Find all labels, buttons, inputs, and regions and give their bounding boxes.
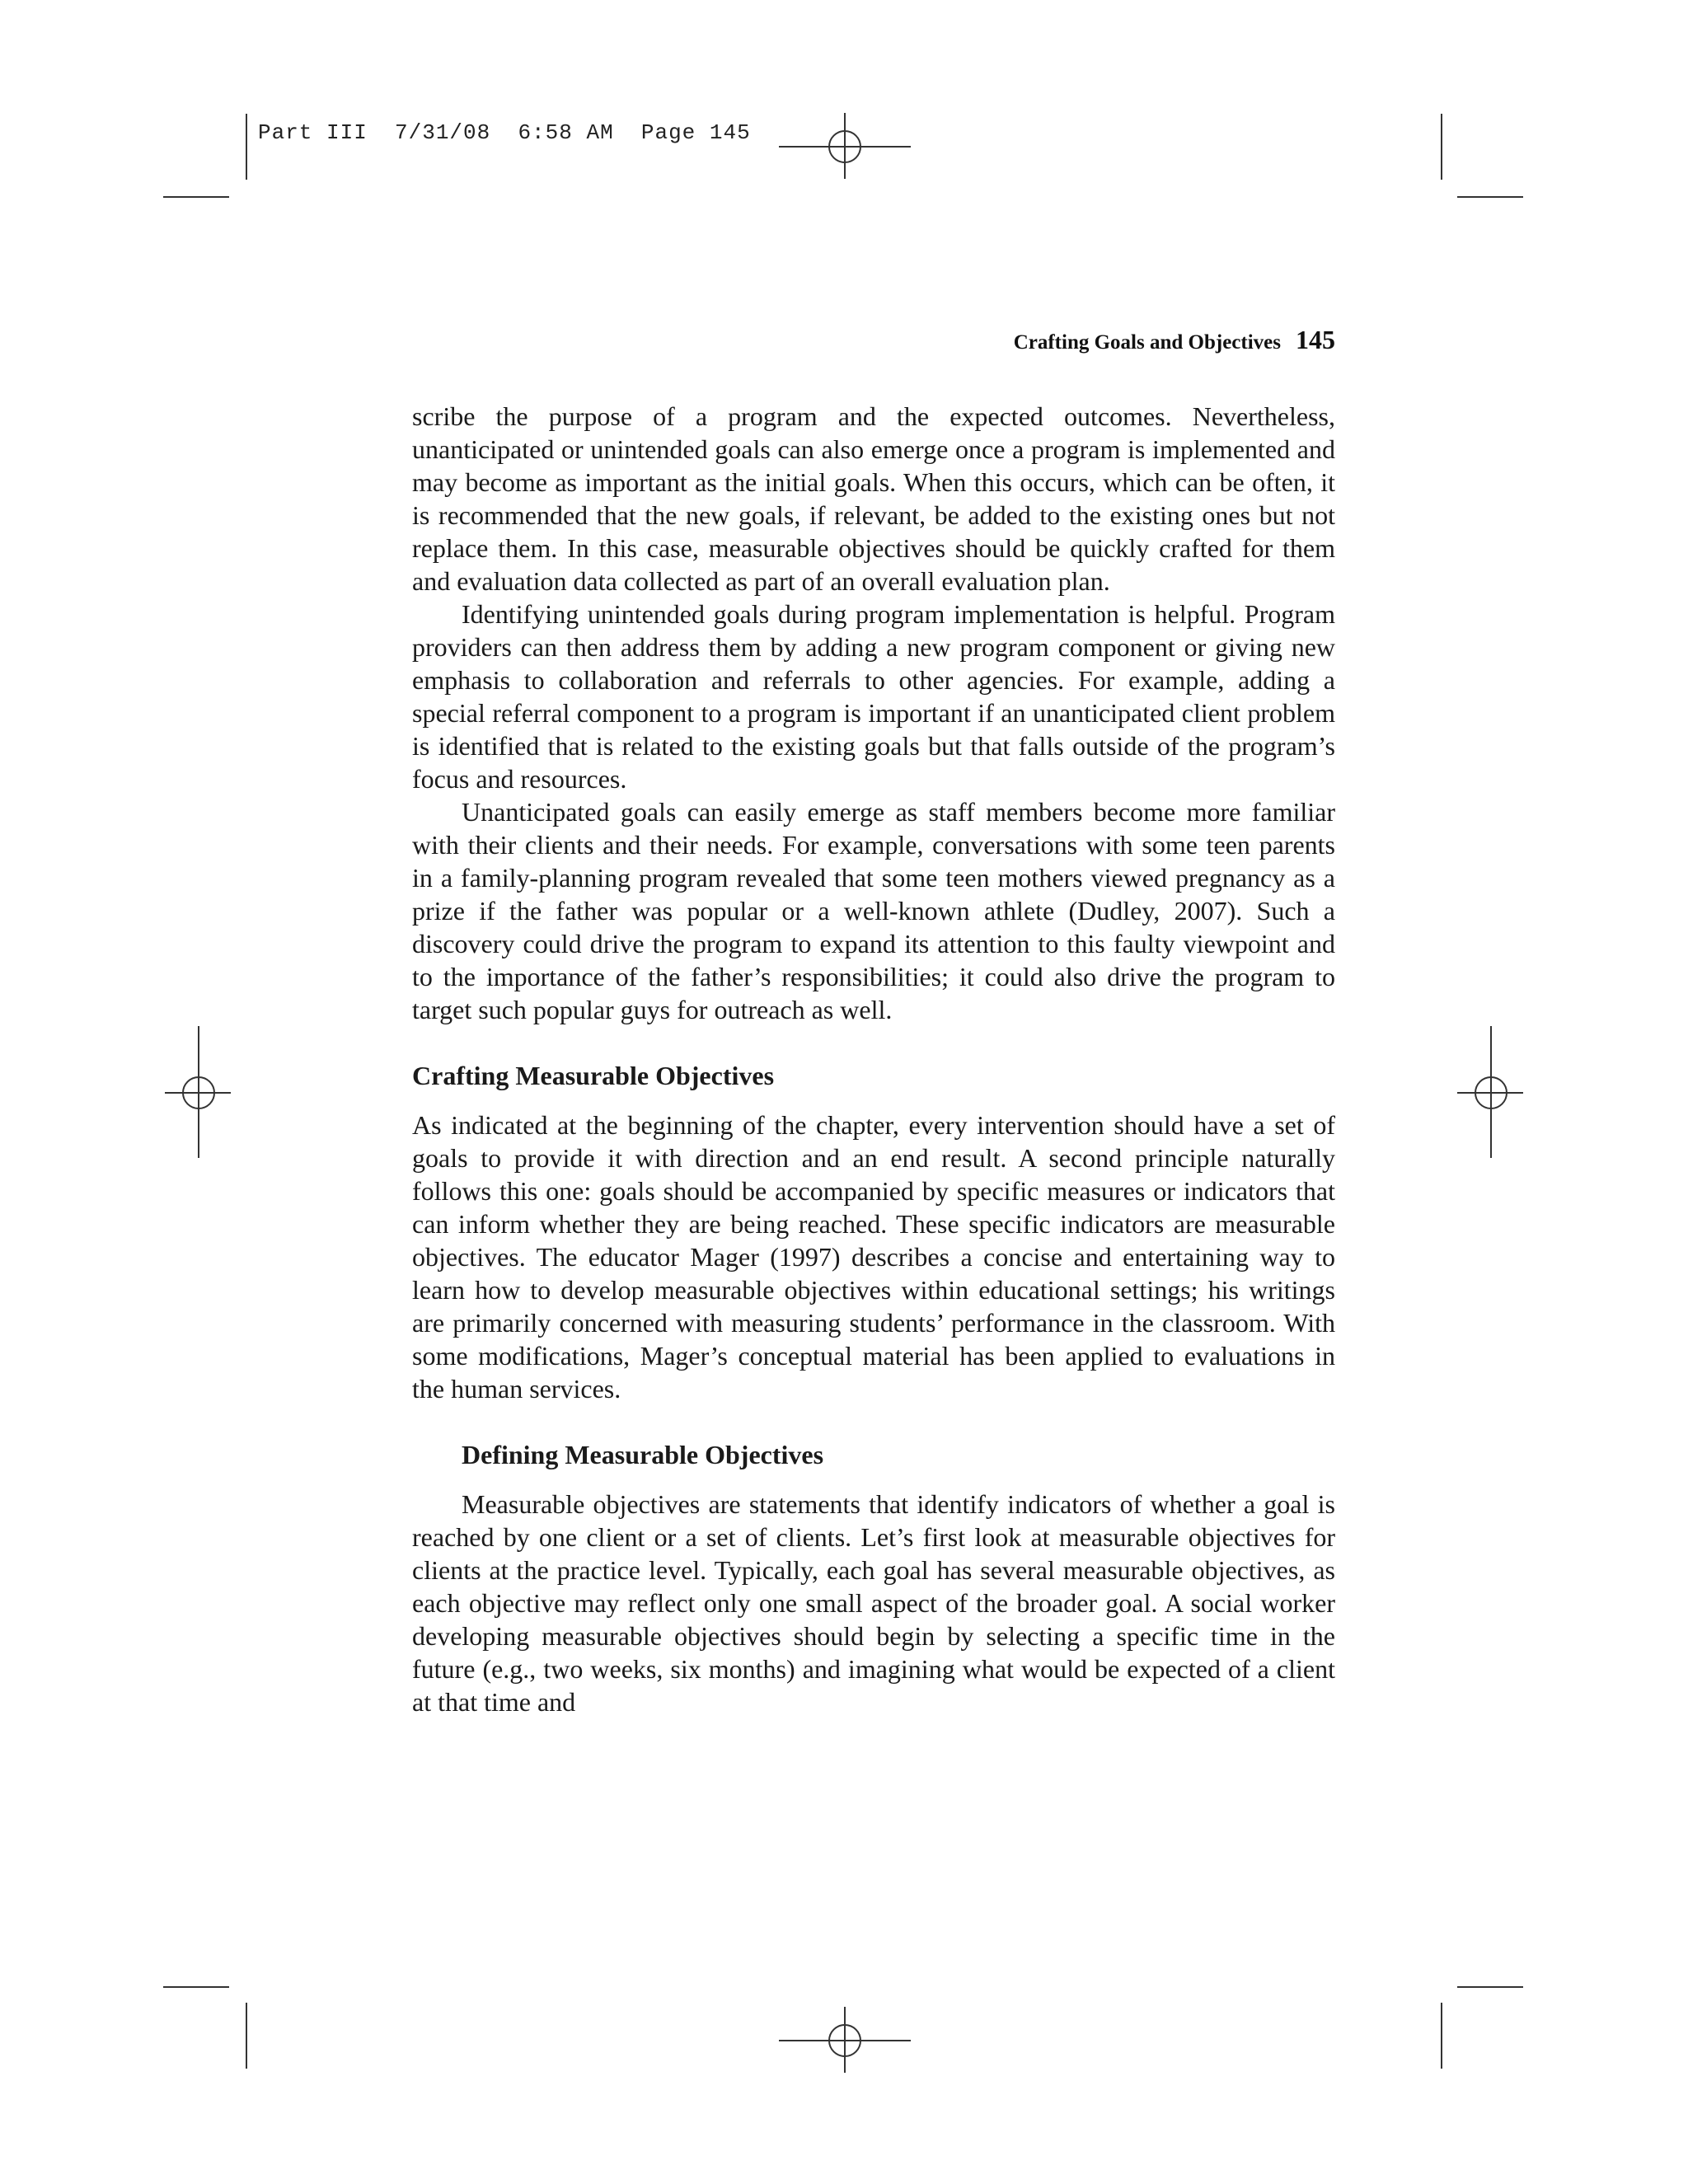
section-heading: Crafting Measurable Objectives [412,1061,775,1090]
subsection-heading: Defining Measurable Objectives [462,1440,824,1469]
body-paragraph: Measurable objectives are statements that identify indicators of whether a goal is reached by one client or a set of clients. Let’s first look at measurable objectives for clients at the practice level. Typically, each goal has several measurable objectives, as each objective may reflect only one small aspect of the broader goal. A social worker developing measurable objectives should begin by selecting a specific time in the future (e.g., two weeks, six months) and imagining what would be expected of a client at that time and [412,1489,1335,1717]
crop-mark [1457,1986,1523,1988]
registration-mark-icon [182,1076,215,1109]
body-paragraph: As indicated at the beginning of the chapter, every intervention should have a set of goals to provide it with direction and an end result. A second principle naturally follows this one: goals should be accompanied by specific measures or indicators that can inform whether they are being reached. These specific indicators are measurable objectives. The educator Mager (1997) describes a concise and entertaining way to learn how to develop measurable objectives within educational settings; his writings are primarily concerned with measuring students’ performance in the classroom. With some modifications, Mager’s conceptual material has been applied to evaluations in the human services. [412,1110,1335,1404]
running-head [907,325,1335,355]
crop-mark [246,2003,247,2069]
crop-mark [1457,196,1523,198]
page-body [412,400,1335,1718]
crop-mark [1441,2003,1442,2069]
registration-mark-icon [828,2024,861,2057]
printer-slug-line: Part III 7/31/08 6:58 AM Page 145 [258,120,751,145]
registration-mark-icon [828,130,861,163]
body-paragraph: scribe the purpose of a program and the expected outcomes. Nevertheless, unanticipated or unintended goals can also emerge once a program is implemented and may become as important as the initial goals. When this occurs, which can be often, it is recommended that the new goals, if relevant, be added to the existing ones but not replace them. In this case, measurable objectives should be quickly crafted for them and evaluation data collected as part of an overall evaluation plan. [412,401,1335,596]
running-head-title: Crafting Goals and Objectives [1013,331,1281,354]
crop-mark [163,1986,229,1988]
crop-mark [246,114,247,180]
body-paragraph: Identifying unintended goals during program implementation is helpful. Program providers can then address them by adding a new program component or giving new emphasis to collaboration and referrals to other agencies. For example, adding a special referral component to a program is important if an unanticipated client problem is identified that is related to the existing goals but that falls outside of the program’s focus and resources. [412,599,1335,794]
registration-mark-icon [1475,1076,1507,1109]
page-number: 145 [1296,325,1335,354]
body-paragraph: Unanticipated goals can easily emerge as staff members become more familiar with their clients and their needs. For example, conversations with some teen parents in a family-planning program revealed that some teen mothers viewed pregnancy as a prize if the father was popular or a well-known athlete (Dudley, 2007). Such a discovery could drive the program to expand its attention to this faulty viewpoint and to the importance of the father’s responsibilities; it could also drive the program to target such popular guys for outreach as well. [412,797,1335,1024]
crop-mark [163,196,229,198]
crop-mark [1441,114,1442,180]
